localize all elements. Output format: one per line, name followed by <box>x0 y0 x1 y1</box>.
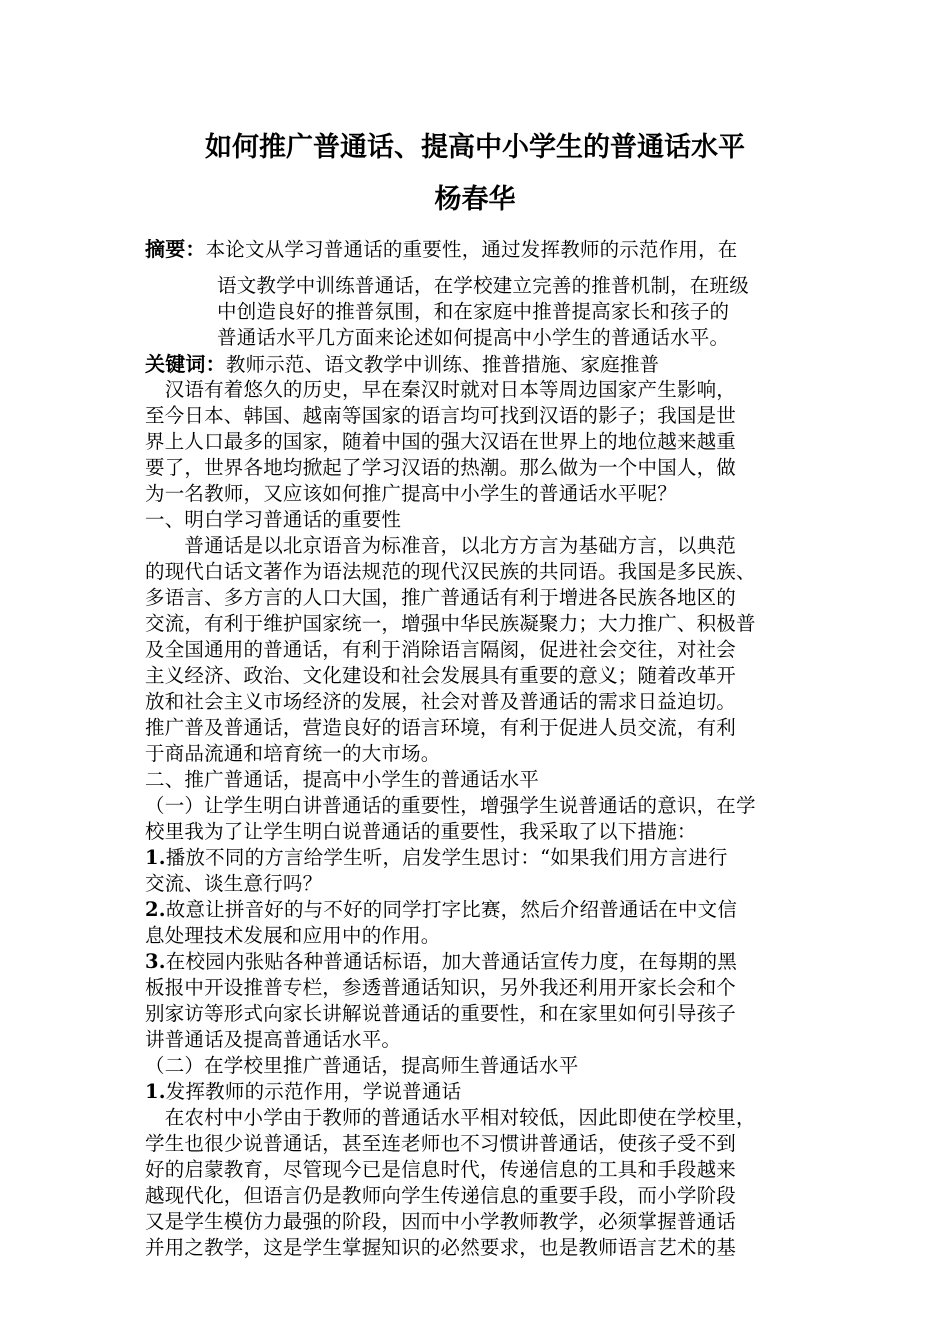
intro-line: 汉语有着悠久的历史，早在秦汉时就对日本等周边国家产生影响， <box>145 378 737 401</box>
item-text: 故意让拼音好的与不好的同学打字比赛，然后介绍普通话在中文信 <box>165 898 738 921</box>
abstract-line: 语文教学中训练普通话，在学校建立完善的推普机制，在班级 <box>217 274 749 297</box>
section1-line: 推广普及普通话，营造良好的语言环境，有利于促进人员交流，有利 <box>145 716 737 739</box>
final-line: 学生也很少说普通话，甚至连老师也不习惯讲普通话，使孩子受不到 <box>145 1132 737 1155</box>
item1-line: 交流、谈生意行吗？ <box>145 872 323 895</box>
abstract-label: 摘要： <box>145 237 206 261</box>
item-number: 2. <box>145 898 166 921</box>
keywords-label: 关键词： <box>145 352 226 376</box>
section2-sub1-line: （一）让学生明白讲普通话的重要性，增强学生说普通话的意识，在学 <box>145 794 756 817</box>
section1-heading: 一、明白学习普通话的重要性 <box>145 508 402 531</box>
final-line: 在农村中小学由于教师的普通话水平相对较低，因此即使在学校里， <box>145 1106 756 1129</box>
final-line: 好的启蒙教育，尽管现今已是信息时代，传递信息的工具和手段越来 <box>145 1158 737 1181</box>
abstract-line: 普通话水平几方面来论述如何提高中小学生的普通话水平。 <box>217 326 730 349</box>
item-number: 1. <box>145 1080 166 1103</box>
section1-line: 放和社会主义市场经济的发展，社会对普及普通话的需求日益迫切。 <box>145 690 737 713</box>
item-text: 在校园内张贴各种普通话标语，加大普通话宣传力度，在每期的黑 <box>165 950 738 973</box>
section1-line: 普通话是以北京语音为标准音，以北方方言为基础方言，以典范 <box>145 534 737 557</box>
item3-line <box>145 949 737 975</box>
item-text: 播放不同的方言给学生听，启发学生思讨：“如果我们用方言进行 <box>165 846 728 869</box>
section1-line: 及全国通用的普通话，有利于消除语言隔阂，促进社会交往，对社会 <box>145 638 737 661</box>
intro-line: 至今日本、韩国、越南等国家的语言均可找到汉语的影子；我国是世 <box>145 404 737 427</box>
intro-line: 要了，世界各地均掀起了学习汉语的热潮。那么做为一个中国人，做 <box>145 456 737 479</box>
final-line: 并用之教学，这是学生掌握知识的必然要求，也是教师语言艺术的基 <box>145 1236 737 1259</box>
abstract-first-line <box>145 236 738 263</box>
abstract-line: 中创造良好的推普氛围，和在家庭中推普提高家长和孩子的 <box>217 300 730 323</box>
section1-line: 的现代白话文著作为语法规范的现代汉民族的共同语。我国是多民族、 <box>145 560 756 583</box>
section1-line: 多语言、多方言的人口大国，推广普通话有利于增进各民族各地区的 <box>145 586 737 609</box>
section2-sub2-heading: （二）在学校里推广普通话，提高师生普通话水平 <box>145 1054 579 1077</box>
item2-line: 息处理技术发展和应用中的作用。 <box>145 924 441 947</box>
item-number: 1. <box>145 846 166 869</box>
item1-line <box>145 845 728 871</box>
sub2-item1-line <box>145 1079 461 1105</box>
final-line: 越现代化，但语言仍是教师向学生传递信息的重要手段，而小学阶段 <box>145 1184 737 1207</box>
item-text: 发挥教师的示范作用，学说普通话 <box>165 1080 462 1103</box>
section2-heading: 二、推广普通话，提高中小学生的普通话水平 <box>145 768 540 791</box>
intro-line: 为一名教师，又应该如何推广提高中小学生的普通话水平呢？ <box>145 482 677 505</box>
section1-line: 于商品流通和培育统一的大市场。 <box>145 742 441 765</box>
document-title: 如何推广普通话、提高中小学生的普通话水平 <box>205 132 745 163</box>
item3-line: 讲普通话及提高普通话水平。 <box>145 1028 402 1051</box>
item-number: 3. <box>145 950 166 973</box>
keywords-line <box>145 351 659 378</box>
keywords-text: 教师示范、语文教学中训练、推普措施、家庭推普 <box>225 353 660 376</box>
author-name: 杨春华 <box>434 184 516 215</box>
final-line: 又是学生模仿力最强的阶段，因而中小学教师教学，必须掌握普通话 <box>145 1210 737 1233</box>
item2-line <box>145 897 737 923</box>
intro-line: 界上人口最多的国家，随着中国的强大汉语在世界上的地位越来越重 <box>145 430 737 453</box>
section1-line: 交流，有利于维护国家统一，增强中华民族凝聚力；大力推广、积极普 <box>145 612 756 635</box>
section2-sub1-line: 校里我为了让学生明白说普通话的重要性，我采取了以下措施： <box>145 820 697 843</box>
item3-line: 别家访等形式向家长讲解说普通话的重要性，和在家里如何引导孩子 <box>145 1002 737 1025</box>
abstract-text: 本论文从学习普通话的重要性，通过发挥教师的示范作用，在 <box>205 238 738 261</box>
item3-line: 板报中开设推普专栏，参透普通话知识，另外我还利用开家长会和个 <box>145 976 737 999</box>
section1-line: 主义经济、政治、文化建设和社会发展具有重要的意义；随着改革开 <box>145 664 737 687</box>
